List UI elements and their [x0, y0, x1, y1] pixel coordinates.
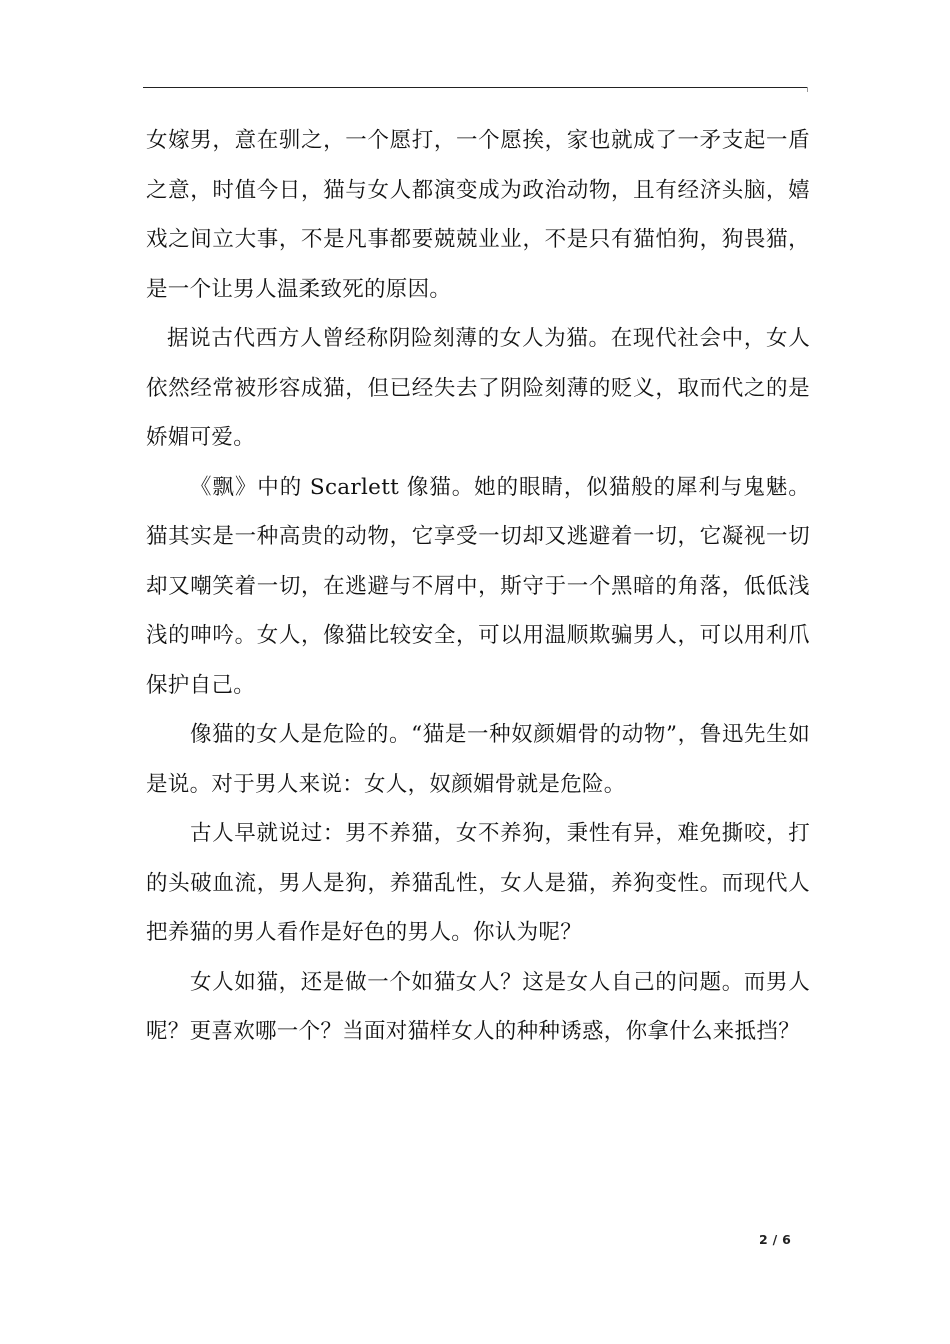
paragraph-2: 据说古代西方人曾经称阴险刻薄的女人为猫。在现代社会中，女人依然经常被形容成猫，但已经失去了阴险刻薄的贬义，取而代之的是娇媚可爱。	[146, 326, 810, 450]
page-number: 2 / 6	[759, 1232, 792, 1247]
paragraph-6: 女人如猫，还是做一个如猫女人？这是女人自己的问题。而男人呢？更喜欢哪一个？当面对猫样女人的种种诱惑，你拿什么来抵挡？	[146, 969, 810, 1044]
paragraph-4: 像猫的女人是危险的。“猫是一种奴颜媚骨的动物”，鲁迅先生如是说。对于男人来说：女人，奴颜媚骨就是危险。	[146, 722, 810, 797]
document-body	[146, 116, 810, 1057]
header-rule-tick	[807, 87, 808, 92]
header-rule	[143, 87, 807, 88]
paragraph-5: 古人早就说过：男不养猫，女不养狗，秉性有异，难免撕咬，打的头破血流，男人是狗，养猫乱性，女人是猫，养狗变性。而现代人把养猫的男人看作是好色的男人。你认为呢？	[146, 821, 810, 945]
paragraph-1: 女嫁男，意在驯之，一个愿打，一个愿挨，家也就成了一矛支起一盾之意，时值今日，猫与女人都演变成为政治动物，且有经济头脑，嬉戏之间立大事，不是凡事都要兢兢业业，不是只有猫怕狗，狗畏猫，是一个让男人温柔致死的原因。	[146, 128, 810, 302]
paragraph-3: 《飘》中的 Scarlett 像猫。她的眼睛，似猫般的犀利与鬼魅。猫其实是一种高贵的动物，它享受一切却又逃避着一切，它凝视一切却又嘲笑着一切，在逃避与不屑中，斯守于一个黑暗的角落，低低浅浅的呻吟。女人，像猫比较安全，可以用温顺欺骗男人，可以用利爪保护自己。	[146, 474, 810, 698]
